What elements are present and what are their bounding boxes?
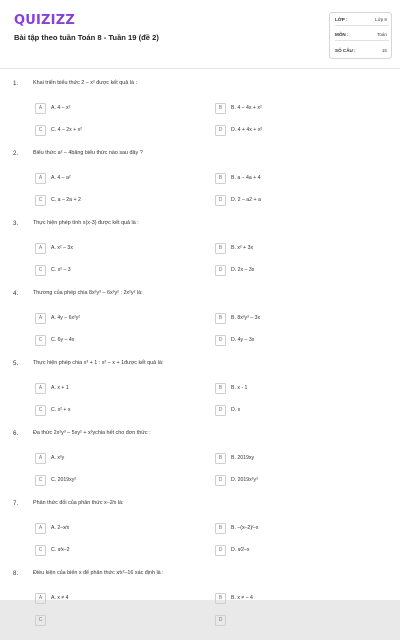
option-text: D. 2019x²y³ — [231, 477, 258, 483]
option-letter-box: B — [215, 173, 226, 184]
option-letter-box: B — [215, 593, 226, 604]
option-text: D. 4y – 3x — [231, 337, 255, 343]
option-text: B. x ≠ – 4 — [231, 595, 253, 601]
question-item — [0, 80, 400, 150]
option-letter-box: D — [215, 125, 226, 136]
option-letter-box: D — [215, 265, 226, 276]
question-text: Phân thức đối của phân thức x–2⁄x là: — [33, 500, 124, 506]
option-text: D. 2x – 3x — [231, 267, 255, 273]
header-divider — [0, 68, 400, 69]
option-text: A. x² – 3x — [51, 245, 73, 251]
option-letter-box: A — [35, 103, 46, 114]
option-letter-box: B — [215, 383, 226, 394]
question-text: Khai triển biểu thức 2 – x² được kết quả là : — [33, 80, 137, 86]
question-number: 6. — [13, 430, 19, 437]
option-letter-box: D — [215, 405, 226, 416]
quizizz-logo: QUIZIZZ — [14, 13, 75, 28]
option-text: A. 4 – a² — [51, 175, 71, 181]
option-text: D. x⁄2–x — [231, 547, 250, 553]
option-text: B. 2019xy — [231, 455, 255, 461]
question-text: Điều kiện của biến x để phân thức x⁄x²–16 xác định là : — [33, 570, 164, 576]
meta-row-class — [335, 13, 389, 26]
question-number: 1. — [13, 80, 19, 87]
option-letter-box: C — [35, 335, 46, 346]
meta-value: Lớp 8 — [375, 17, 387, 22]
option-text: B. x - 1 — [231, 385, 248, 391]
question-item — [0, 150, 400, 220]
option-text: C. 2019xy² — [51, 477, 77, 483]
option-letter-box: A — [35, 593, 46, 604]
question-number: 2. — [13, 150, 19, 157]
question-item — [0, 290, 400, 360]
option-letter-box: B — [215, 313, 226, 324]
page-title: Bài tập theo tuần Toán 8 - Tuần 19 (đề 2) — [14, 33, 159, 42]
question-item — [0, 430, 400, 500]
question-number: 3. — [13, 220, 19, 227]
question-item — [0, 500, 400, 570]
meta-label: MÔN : — [335, 32, 349, 37]
option-text: C. x⁄x–2 — [51, 547, 70, 553]
option-letter-box: A — [35, 313, 46, 324]
question-text: Thực hiện phép tính x(x-3) được kết quả là : — [33, 220, 139, 226]
option-letter-box: D — [215, 195, 226, 206]
option-text: A. x ≠ 4 — [51, 595, 69, 601]
option-text: A. x + 1 — [51, 385, 69, 391]
question-number: 8. — [13, 570, 19, 577]
option-text: D. 2 – a2 + a — [231, 197, 261, 203]
question-number: 5. — [13, 360, 19, 367]
question-number: 4. — [13, 290, 19, 297]
option-letter-box: C — [35, 125, 46, 136]
option-letter-box: C — [35, 195, 46, 206]
meta-label: LỚP : — [335, 17, 348, 22]
option-letter-box: D — [215, 335, 226, 346]
option-text: B. a – 4a + 4 — [231, 175, 261, 181]
option-letter-box: D — [215, 475, 226, 486]
option-letter-box: D — [215, 545, 226, 556]
option-text: A. x²y — [51, 455, 65, 461]
option-text: D. x — [231, 407, 241, 413]
meta-label: SỐ CÂU : — [335, 48, 356, 53]
question-item — [0, 220, 400, 290]
option-letter-box: A — [35, 453, 46, 464]
option-letter-box: A — [35, 173, 46, 184]
question-item — [0, 570, 400, 640]
option-text: A. 4 – x² — [51, 105, 71, 111]
option-text: C. 4 – 2x + x² — [51, 127, 82, 133]
option-text: B. 4 – 4x + x² — [231, 105, 262, 111]
worksheet-meta — [329, 12, 392, 59]
option-text: D. 4 + 4x + x² — [231, 127, 263, 133]
meta-value: 15 — [381, 48, 387, 53]
option-letter-box: C — [35, 615, 46, 626]
option-text: C. x² – 3 — [51, 267, 71, 273]
option-letter-box: C — [35, 265, 46, 276]
meta-row-subject — [335, 28, 389, 41]
option-text: C. a – 2a + 2 — [51, 197, 81, 203]
option-letter-box: B — [215, 103, 226, 114]
question-text: Thực hiện phép chia x³ + 1 : x² – x + 1được kết quả là: — [33, 360, 164, 366]
option-text: A. 2–x⁄x — [51, 525, 70, 531]
option-letter-box: A — [35, 243, 46, 254]
option-text: C. 6y – 4x — [51, 337, 75, 343]
option-letter-box: C — [35, 405, 46, 416]
option-letter-box: B — [215, 453, 226, 464]
option-letter-box: A — [35, 523, 46, 534]
option-letter-box: C — [35, 475, 46, 486]
option-text: B. 8x²y³ – 3x — [231, 315, 261, 321]
option-letter-box: A — [35, 383, 46, 394]
option-text: C. x² + x — [51, 407, 71, 413]
option-text: A. 4y – 6x²y² — [51, 315, 81, 321]
meta-row-count — [335, 44, 389, 57]
question-text: Đa thức 2x²y³ – 5xy² + x³ychia hết cho đơn thức : — [33, 430, 151, 436]
question-text: Biểu thức a² – 4băng biểu thức nào sau đây ? — [33, 150, 143, 156]
question-number: 7. — [13, 500, 19, 507]
option-letter-box: D — [215, 615, 226, 626]
meta-value: Toán — [377, 32, 387, 37]
question-text: Thương của phép chia 8x²y³ – 6x³y² : 2x²y² là: — [33, 290, 143, 296]
option-letter-box: B — [215, 243, 226, 254]
option-letter-box: C — [35, 545, 46, 556]
option-text: B. x² + 3x — [231, 245, 254, 251]
question-item — [0, 360, 400, 430]
option-text: B. –(x–2)⁄–x — [231, 525, 259, 531]
option-letter-box: B — [215, 523, 226, 534]
